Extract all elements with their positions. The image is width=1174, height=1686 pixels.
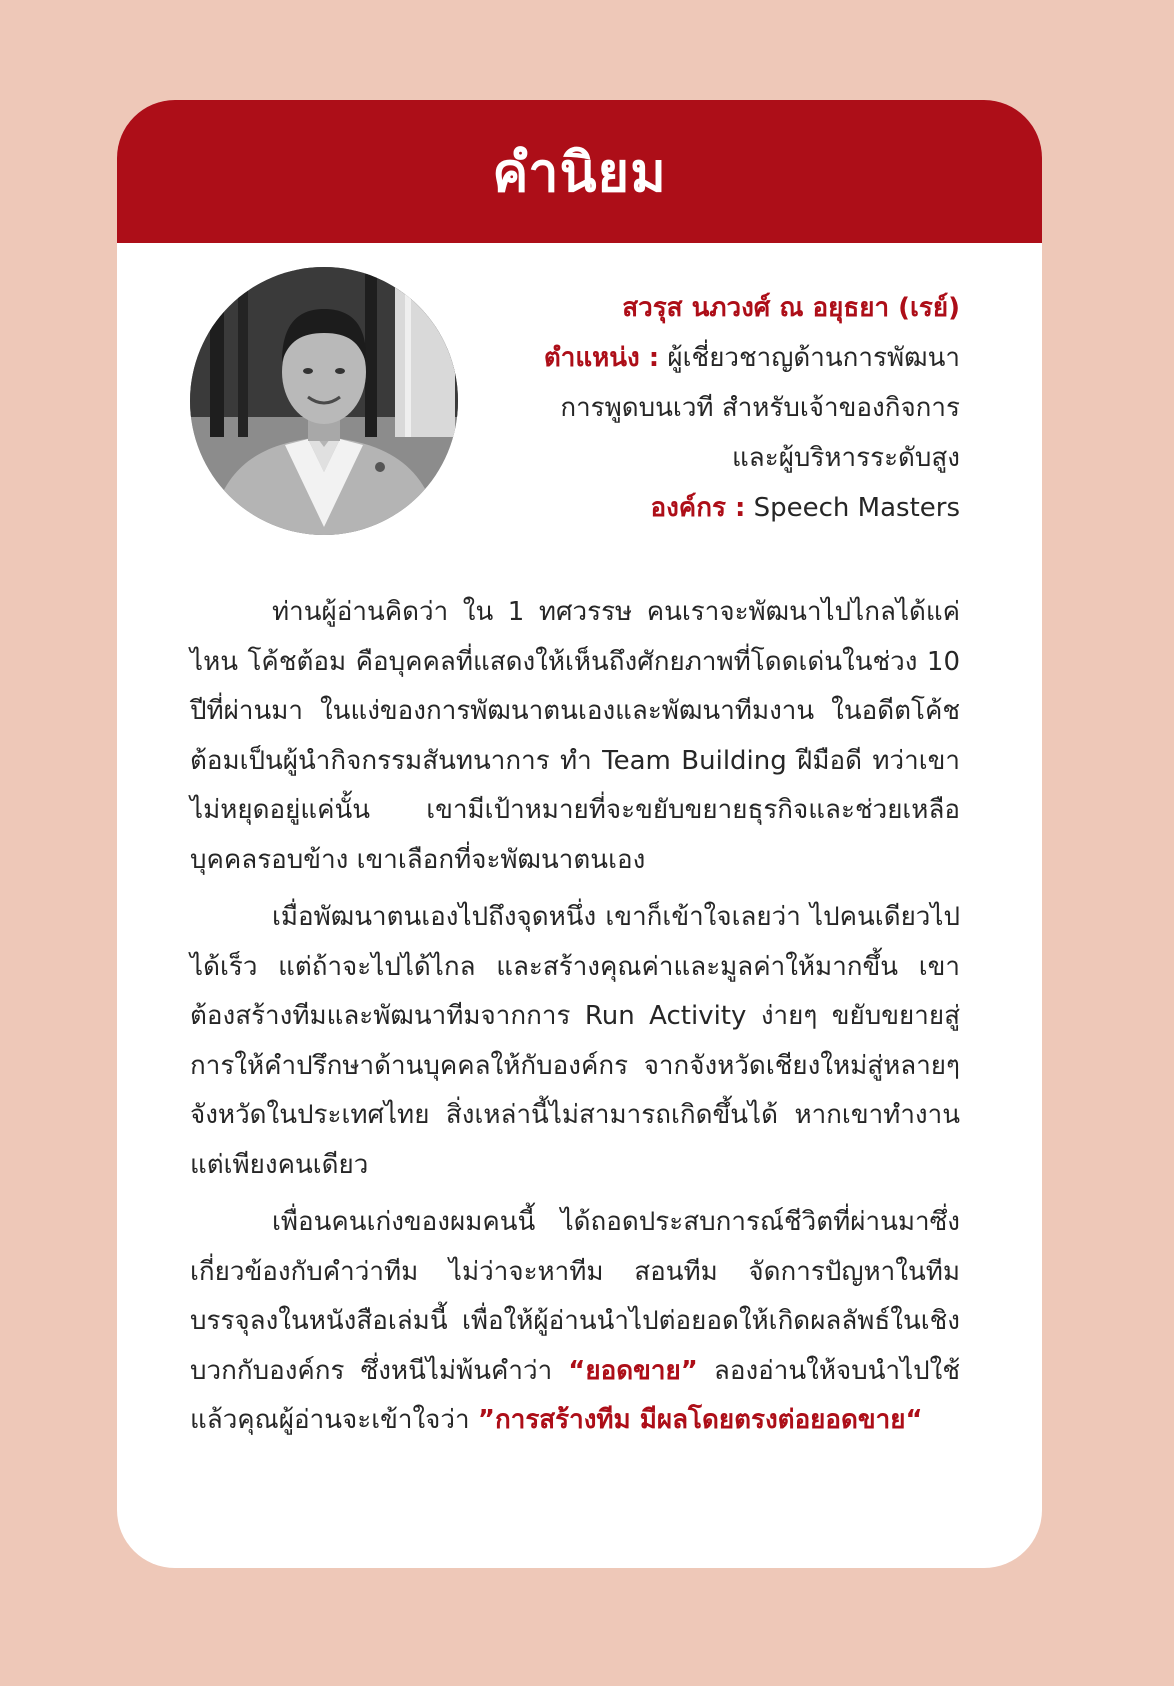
paragraph-2: เมื่อพัฒนาตนเองไปถึงจุดหนึ่ง เขาก็เข้าใจเลยว่า ไปคนเดียวไปได้เร็ว แต่ถ้าจะไปได้ไกล และสร้างคุณค่าและมูลค่าให้มากขึ้น เขาต้องสร้างทีมและพัฒนาทีมจากการ Run Activity ง่ายๆ ขยับขยายสู่การให้คำปรึกษาด้านบุคคลให้กับองค์กร จากจังหวัดเชียงใหม่สู่หลายๆ จังหวัดในประเทศไทย สิ่งเหล่านี้ไม่สามารถเกิดขึ้นได้ หากเขาทำงานแต่เพียงคนเดียว [190, 902, 960, 1180]
organization-line [400, 483, 960, 533]
highlight-sales: “ยอดขาย” [568, 1355, 698, 1386]
paragraph-1: ท่านผู้อ่านคิดว่า ใน 1 ทศวรรษ คนเราจะพัฒนาไปไกลได้แค่ไหน โค้ชต้อม คือบุคคลที่แสดงให้เห็นถึงศักยภาพที่โดดเด่นในช่วง 10 ปีที่ผ่านมา ในแง่ของการพัฒนาตนเองและพัฒนาทีมงาน ในอดีตโค้ชต้อมเป็นผู้นำกิจกรรมสันทนาการ ทำ Team Building ฝีมือดี ทว่าเขาไม่หยุดอยู่แค่นั้น เขามีเป้าหมายที่จะขยับขยายธุรกิจและช่วยเหลือบุคคลรอบข้าง เขาเลือกที่จะพัฒนาตนเอง [190, 597, 960, 875]
paragraph-3-text-1: เพื่อนคนเก่งของผมคนนี้ ได้ถอดประสบการณ์ชีวิตที่ผ่านมาซึ่งเกี่ยวข้องกับคำว่าทีม ไม่ว่าจะหาทีม สอนทีม จัดการปัญหาในทีม บรรจุลงในหนังสือเล่มนี้ เพื่อให้ผู้อ่านนำไปต่อยอดให้เกิดผลลัพธ์ในเชิงบวกกับองค์กร ซึ่งหนีไม่พ้นคำว่า [190, 1207, 960, 1386]
foreword-body [190, 588, 960, 1454]
page-title: คำนิยม [492, 140, 667, 204]
position-value-3: และผู้บริหารระดับสูง [732, 443, 960, 473]
author-profile [400, 283, 960, 533]
organization-label: องค์กร : [650, 493, 746, 523]
paragraph-3-text-2: ลองอ่านให้จบนำไปใช้ แล้วคุณผู้อ่านจะเข้าใจว่า [190, 1355, 960, 1435]
author-name: สวรุส นภวงศ์ ณ อยุธยา (เรย์) [622, 293, 960, 323]
position-line-1 [400, 333, 960, 383]
highlight-team-building: ”การสร้างทีม มีผลโดยตรงต่อยอดขาย“ [477, 1405, 923, 1435]
position-value-1: ผู้เชี่ยวชาญด้านการพัฒนา [667, 343, 960, 373]
position-value-2: การพูดบนเวที สำหรับเจ้าของกิจการ [560, 393, 960, 423]
paragraph-3 [190, 1198, 960, 1446]
card-header [117, 100, 1042, 243]
position-label: ตำแหน่ง : [543, 343, 660, 373]
organization-value: Speech Masters [753, 493, 960, 523]
foreword-card [117, 100, 1042, 1568]
